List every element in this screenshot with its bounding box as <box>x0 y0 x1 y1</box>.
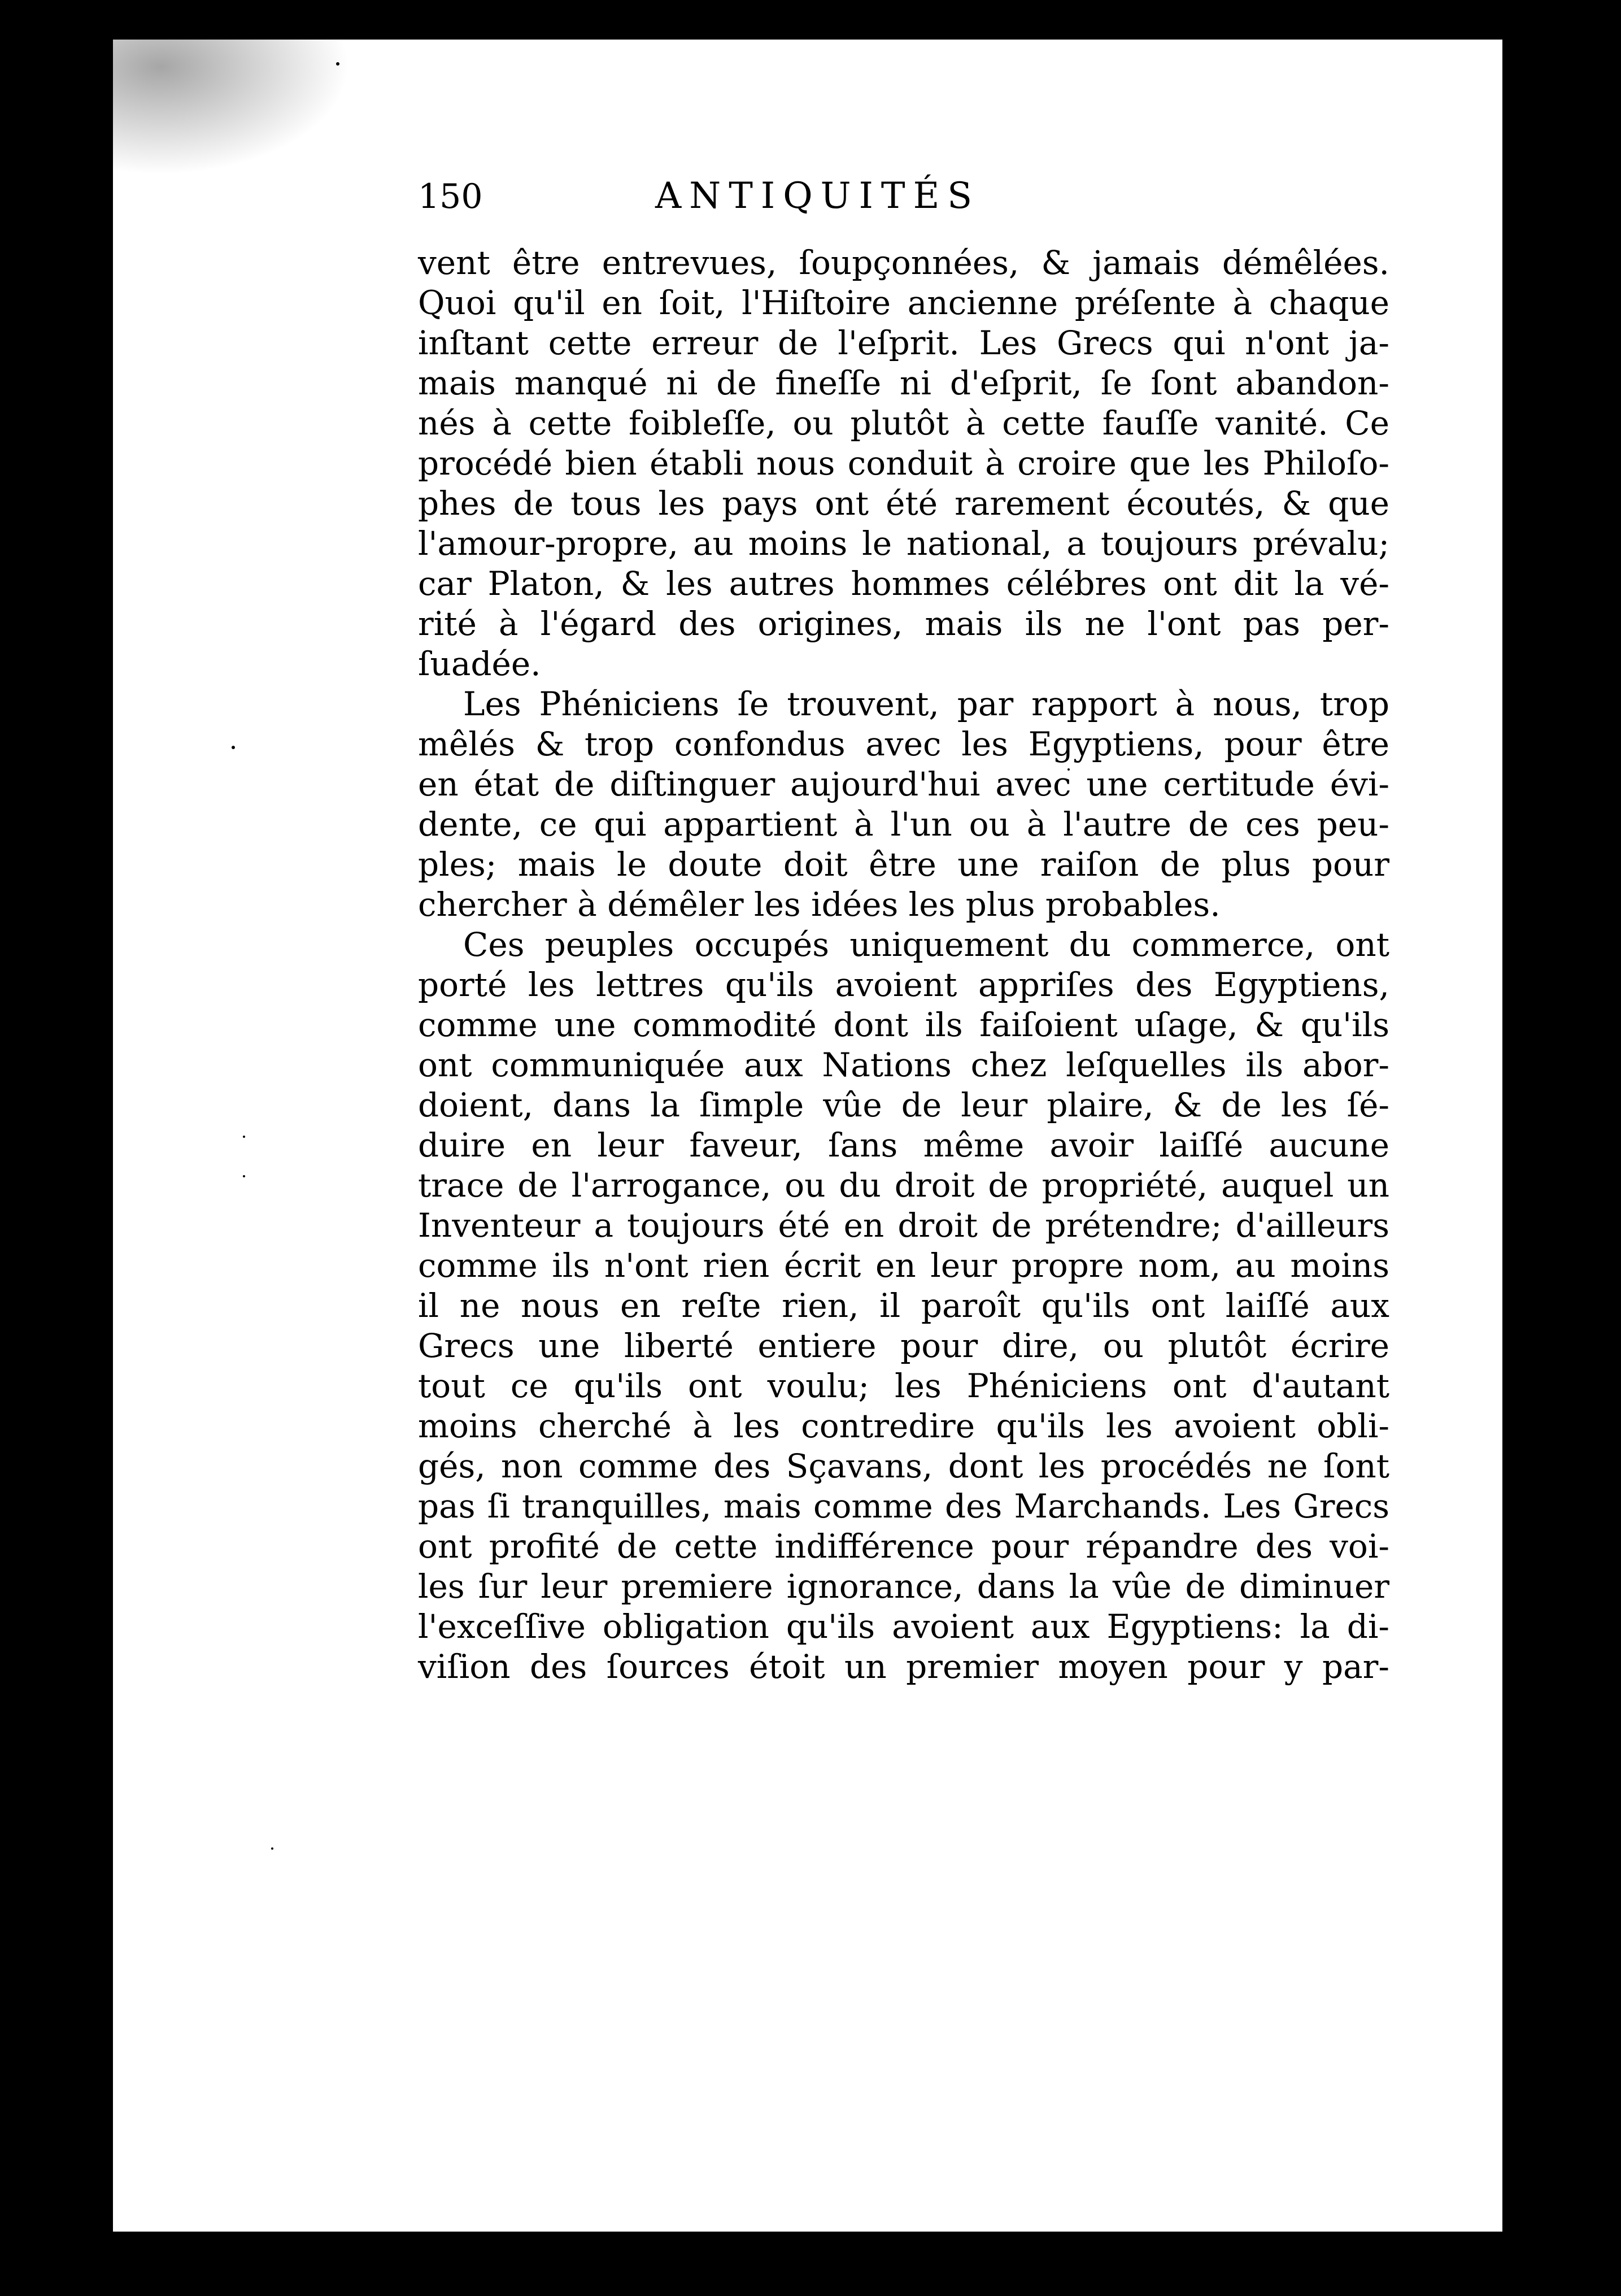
text-line: il ne nous en reſte rien, il paroît qu'ils ont laiſſé aux <box>418 1286 1389 1325</box>
page-header <box>418 175 1389 243</box>
text-line: dente, ce qui appartient à l'un ou à l'autre de ces peu- <box>418 805 1389 843</box>
text-line: Grecs une liberté entiere pour dire, ou plutôt écrire <box>418 1327 1389 1365</box>
text-line: nés à cette foibleſſe, ou plutôt à cette fauſſe vanité. Ce <box>418 404 1389 442</box>
text-line: Les Phéniciens ſe trouvent, par rapport à nous, trop <box>463 685 1389 723</box>
page-number: 150 <box>418 177 483 216</box>
text-line: chercher à démêler les idées les plus probables. <box>418 885 1221 924</box>
ink-speck <box>271 1847 273 1850</box>
text-line: ſuadée. <box>418 645 541 683</box>
paragraph-3 <box>418 925 1389 1687</box>
text-line: car Platon, & les autres hommes célébres ont dit la vé- <box>418 564 1389 603</box>
ink-speck <box>336 62 339 66</box>
text-line: mais manqué ni de fineſſe ni d'eſprit, ſe ſont abandon- <box>418 364 1389 402</box>
text-line: Quoi qu'il en ſoit, l'Hiſtoire ancienne préſente à chaque <box>418 284 1389 322</box>
paragraph-2 <box>418 684 1389 925</box>
text-line: trace de l'arrogance, ou du droit de propriété, auquel un <box>418 1166 1389 1204</box>
page-corner-stain <box>113 40 350 175</box>
text-line: gés, non comme des Sçavans, dont les procédés ne ſont <box>418 1447 1389 1485</box>
text-line: l'amour-propre, au moins le national, a toujours prévalu; <box>418 524 1389 563</box>
text-line: ont communiquée aux Nations chez leſquelles ils abor- <box>418 1046 1389 1084</box>
paragraph-1 <box>418 243 1389 684</box>
text-line: inſtant cette erreur de l'eſprit. Les Grecs qui n'ont ja- <box>418 324 1389 362</box>
text-line: Inventeur a toujours été en droit de prétendre; d'ailleurs <box>418 1206 1389 1245</box>
ink-speck <box>243 1175 245 1177</box>
text-line: comme une commodité dont ils faiſoient uſage, & qu'ils <box>418 1006 1389 1044</box>
text-line: vent être entrevues, ſoupçonnées, & jamais démêlées. <box>418 243 1389 282</box>
text-block <box>418 175 1389 1687</box>
text-line: Ces peuples occupés uniquement du commerce, ont <box>463 925 1389 964</box>
text-line: ples; mais le doute doit être une raiſon de plus pour <box>418 845 1389 884</box>
text-line: comme ils n'ont rien écrit en leur propre nom, au moins <box>418 1246 1389 1285</box>
text-line: procédé bien établi nous conduit à croire que les Philoſo- <box>418 444 1389 482</box>
ink-speck <box>243 1136 245 1138</box>
text-line: tout ce qu'ils ont voulu; les Phéniciens ont d'autant <box>418 1367 1389 1405</box>
text-line: mêlés & trop confondus avec les Egyptiens, pour être <box>418 725 1389 763</box>
running-title: ANTIQUITÉS <box>655 175 981 217</box>
text-line: porté les lettres qu'ils avoient appriſes des Egyptiens, <box>418 966 1389 1004</box>
text-line: pas ſi tranquilles, mais comme des Marchands. Les Grecs <box>418 1487 1389 1525</box>
text-line: doient, dans la ſimple vûe de leur plaire, & de les ſé- <box>418 1086 1389 1124</box>
text-line: l'exceſſive obligation qu'ils avoient aux Egyptiens: la di- <box>418 1607 1389 1646</box>
text-line: moins cherché à les contredire qu'ils les avoient obli- <box>418 1407 1389 1445</box>
text-line: les ſur leur premiere ignorance, dans la vûe de diminuer <box>418 1567 1389 1606</box>
text-line: rité à l'égard des origines, mais ils ne l'ont pas per- <box>418 605 1389 643</box>
text-line: en état de diſtinguer aujourd'hui avec une certitude évi- <box>418 765 1389 803</box>
text-line: ont profité de cette indifférence pour répandre des voi- <box>418 1527 1389 1566</box>
text-line: phes de tous les pays ont été rarement écoutés, & que <box>418 484 1389 523</box>
text-line: duire en leur faveur, ſans même avoir laiſſé aucune <box>418 1126 1389 1164</box>
ink-speck <box>232 746 235 749</box>
text-line: viſion des ſources étoit un premier moyen pour y par- <box>418 1647 1389 1686</box>
